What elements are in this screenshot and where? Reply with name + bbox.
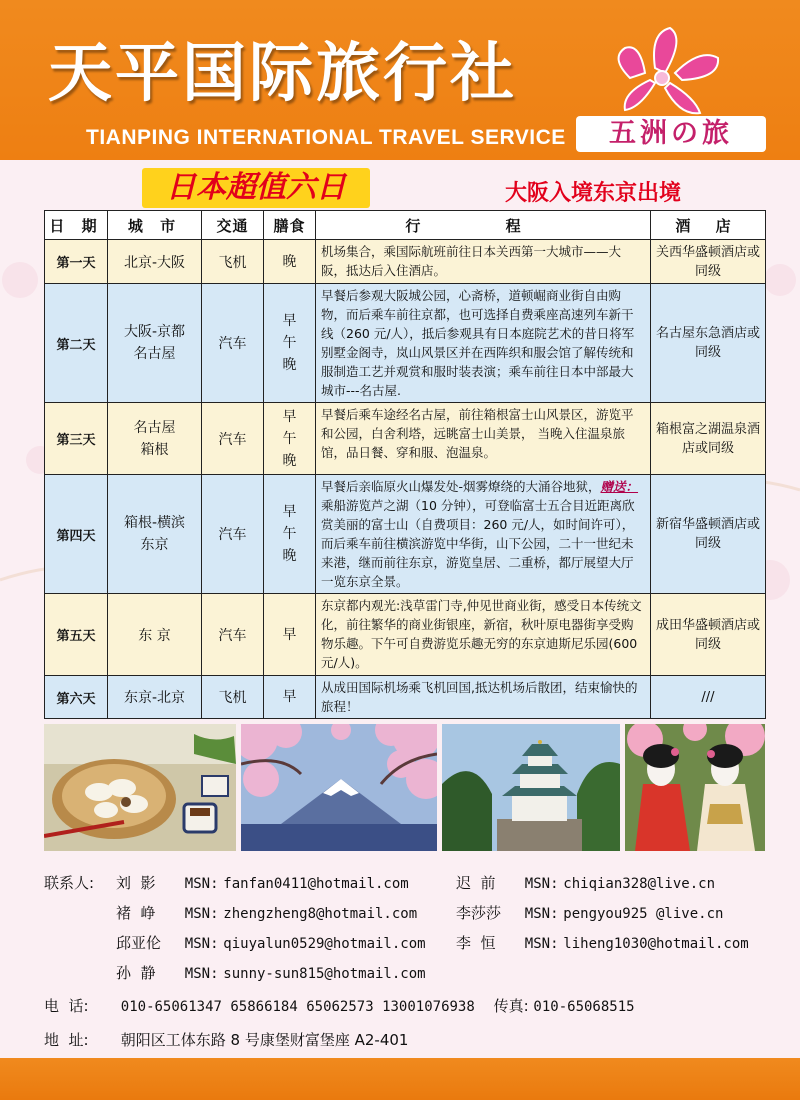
itinerary-cell: 早餐后参观大阪城公园，心斋桥，道顿崛商业街自由购物，而后乘车前往京都，也可选择自费乘座高速列车新干线（260 元/人），抵后参观具有日本庭院艺术的昔日将军别墅金阁寺，岚山风景区并在西阵织和服会馆了解传统和服制造工艺并观赏和服时装表演；乘车前往日本中部最大城市---名古屋.	[316, 284, 651, 403]
meals-text: 早午晚	[282, 313, 297, 373]
contact-entry	[116, 902, 417, 923]
address-line	[44, 1029, 408, 1050]
transport-cell: 飞机	[202, 240, 264, 284]
contact-entry	[456, 902, 723, 923]
msn-address: zhengzheng8@hotmail.com	[223, 906, 418, 922]
msn-address: qiuyalun0529@hotmail.com	[223, 936, 426, 952]
transport-cell: 汽车	[202, 475, 264, 594]
meals-cell: 早	[264, 594, 316, 676]
msn-address: fanfan0411@hotmail.com	[223, 876, 409, 892]
meals-cell	[264, 284, 316, 403]
itinerary-cell: 东京都内观光:浅草雷门寺,仲见世商业街，感受日本传统文化，前往繁华的商业街银座，新宿，秋叶原电器街享受购物乐趣。下午可自费游览乐趣无穷的东京迪斯尼乐园(600 元/人)。	[316, 594, 651, 676]
column-header-meals: 膳食	[264, 211, 316, 240]
city-cell: 东京-北京	[108, 676, 202, 719]
hotel-cell: 箱根富之湖温泉酒店或同级	[651, 403, 766, 475]
hotel-cell: ///	[651, 676, 766, 719]
msn-label: MSN:	[184, 966, 219, 982]
contact-entry	[116, 962, 426, 983]
japanese-food-photo	[44, 724, 236, 851]
day-cell: 第五天	[45, 594, 108, 676]
mount-fuji-cherry-blossom-photo	[241, 724, 437, 851]
city-cell: 北京-大阪	[108, 240, 202, 284]
table-row	[45, 594, 766, 676]
column-header-hotel: 酒 店	[651, 211, 766, 240]
transport-cell: 汽车	[202, 403, 264, 475]
itinerary-cell	[316, 475, 651, 594]
itinerary-table	[44, 210, 766, 719]
day-cell: 第二天	[45, 284, 108, 403]
meals-cell: 晚	[264, 240, 316, 284]
msn-label: MSN:	[184, 906, 219, 922]
city-cell	[108, 403, 202, 475]
nagoya-castle-photo	[442, 724, 620, 851]
itinerary-line: 早餐后亲临原火山爆发处-烟雾燎绕的大涌谷地狱，	[321, 479, 601, 494]
city-text: 大阪-京都名古屋	[123, 324, 186, 362]
meals-cell: 早	[264, 676, 316, 719]
transport-cell: 飞机	[202, 676, 264, 719]
contact-name: 迟 前	[456, 874, 496, 892]
table-header-row	[45, 211, 766, 240]
contact-name: 刘 影	[116, 874, 156, 892]
table-row	[45, 240, 766, 284]
column-header-date: 日 期	[45, 211, 108, 240]
msn-label: MSN:	[184, 936, 219, 952]
day-cell: 第一天	[45, 240, 108, 284]
agency-name: 天平国际旅行社	[48, 37, 517, 111]
msn-address: sunny-sun815@hotmail.com	[223, 966, 426, 982]
logo-text: 五洲の旅	[576, 116, 766, 152]
table-row	[45, 403, 766, 475]
hotel-cell: 名古屋东急酒店或同级	[651, 284, 766, 403]
fax-label: 传真:	[493, 997, 529, 1015]
msn-label: MSN:	[524, 876, 559, 892]
hotel-cell: 新宿华盛顿酒店或同级	[651, 475, 766, 594]
contact-name: 褚 峥	[116, 904, 156, 922]
contact-entry	[456, 872, 715, 893]
meals-cell	[264, 403, 316, 475]
address-text: 朝阳区工体东路 8 号康堡财富堡座 A2-401	[120, 1031, 409, 1049]
table-row	[45, 676, 766, 719]
column-header-itinerary: 行 程	[316, 211, 651, 240]
transport-cell: 汽车	[202, 594, 264, 676]
phone-label: 电 话:	[44, 997, 89, 1015]
itinerary-rest: 乘船游览芦之湖（10 分钟），可登临富士五合目近距离欣赏美丽的富士山（自费项目：260 元/人，如时间许可），而后乘车前往横滨游览中华街，山下公园，二十一世纪未来港，继而前往东京，游览皇居、二重桥，都厅展望大厅一览东京全景。	[321, 498, 635, 589]
transport-cell: 汽车	[202, 284, 264, 403]
flower-logo-icon	[600, 18, 750, 118]
msn-label: MSN:	[184, 876, 219, 892]
table-row	[45, 475, 766, 594]
city-text: 名古屋箱根	[133, 419, 176, 458]
msn-address: chiqian328@live.cn	[563, 876, 715, 892]
phone-line	[44, 995, 635, 1016]
itinerary-cell: 从成田国际机场乘飞机回国,抵达机场后散团，结束愉快的旅程！	[316, 676, 651, 719]
phone-numbers: 010-65061347 65866184 65062573 13001076938	[120, 999, 475, 1015]
city-cell	[108, 284, 202, 403]
table-row	[45, 284, 766, 403]
footer-banner	[0, 1058, 800, 1100]
city-text: 箱根-横滨东京	[123, 515, 186, 553]
agency-english-name: TIANPING INTERNATIONAL TRAVEL SERVICE	[86, 126, 566, 149]
itinerary-cell: 早餐后乘车途经名古屋，前往箱根富士山风景区，游览平和公园，白舍利塔，远眺富士山美景， 当晚入住温泉旅馆，品日餐、穿和服、泡温泉。	[316, 403, 651, 475]
day-cell: 第四天	[45, 475, 108, 594]
city-cell	[108, 475, 202, 594]
city-cell: 东 京	[108, 594, 202, 676]
hotel-cell: 关西华盛顿酒店或同级	[651, 240, 766, 284]
tour-title: 日本超值六日	[142, 168, 370, 208]
day-cell: 第六天	[45, 676, 108, 719]
contact-name: 邱亚伦	[116, 934, 162, 952]
geisha-photo	[625, 724, 765, 851]
msn-address: pengyou925 @live.cn	[563, 906, 724, 922]
msn-label: MSN:	[524, 906, 559, 922]
msn-address: liheng1030@hotmail.com	[563, 936, 749, 952]
contact-entry	[456, 932, 749, 953]
contact-name: 李 恒	[456, 934, 496, 952]
gift-label: 赠送：	[600, 479, 639, 494]
day-cell: 第三天	[45, 403, 108, 475]
contact-name: 孙 静	[116, 964, 156, 982]
column-header-transport: 交通	[202, 211, 264, 240]
address-label: 地 址:	[44, 1031, 89, 1049]
meals-text: 早午晚	[282, 504, 297, 564]
meals-text: 早午晚	[282, 408, 297, 469]
contact-entry	[116, 932, 426, 953]
tour-route: 大阪入境东京出境	[505, 181, 682, 206]
contacts-label: 联系人:	[44, 874, 95, 892]
hotel-cell: 成田华盛顿酒店或同级	[651, 594, 766, 676]
header-banner	[0, 0, 800, 160]
itinerary-cell: 机场集合，乘国际航班前往日本关西第一大城市——大阪，抵达后入住酒店。	[316, 240, 651, 284]
meals-cell	[264, 475, 316, 594]
msn-label: MSN:	[524, 936, 559, 952]
fax-number: 010-65068515	[533, 999, 635, 1015]
contact-name: 李莎莎	[456, 904, 502, 922]
contact-entry	[116, 872, 409, 893]
column-header-city: 城 市	[108, 211, 202, 240]
